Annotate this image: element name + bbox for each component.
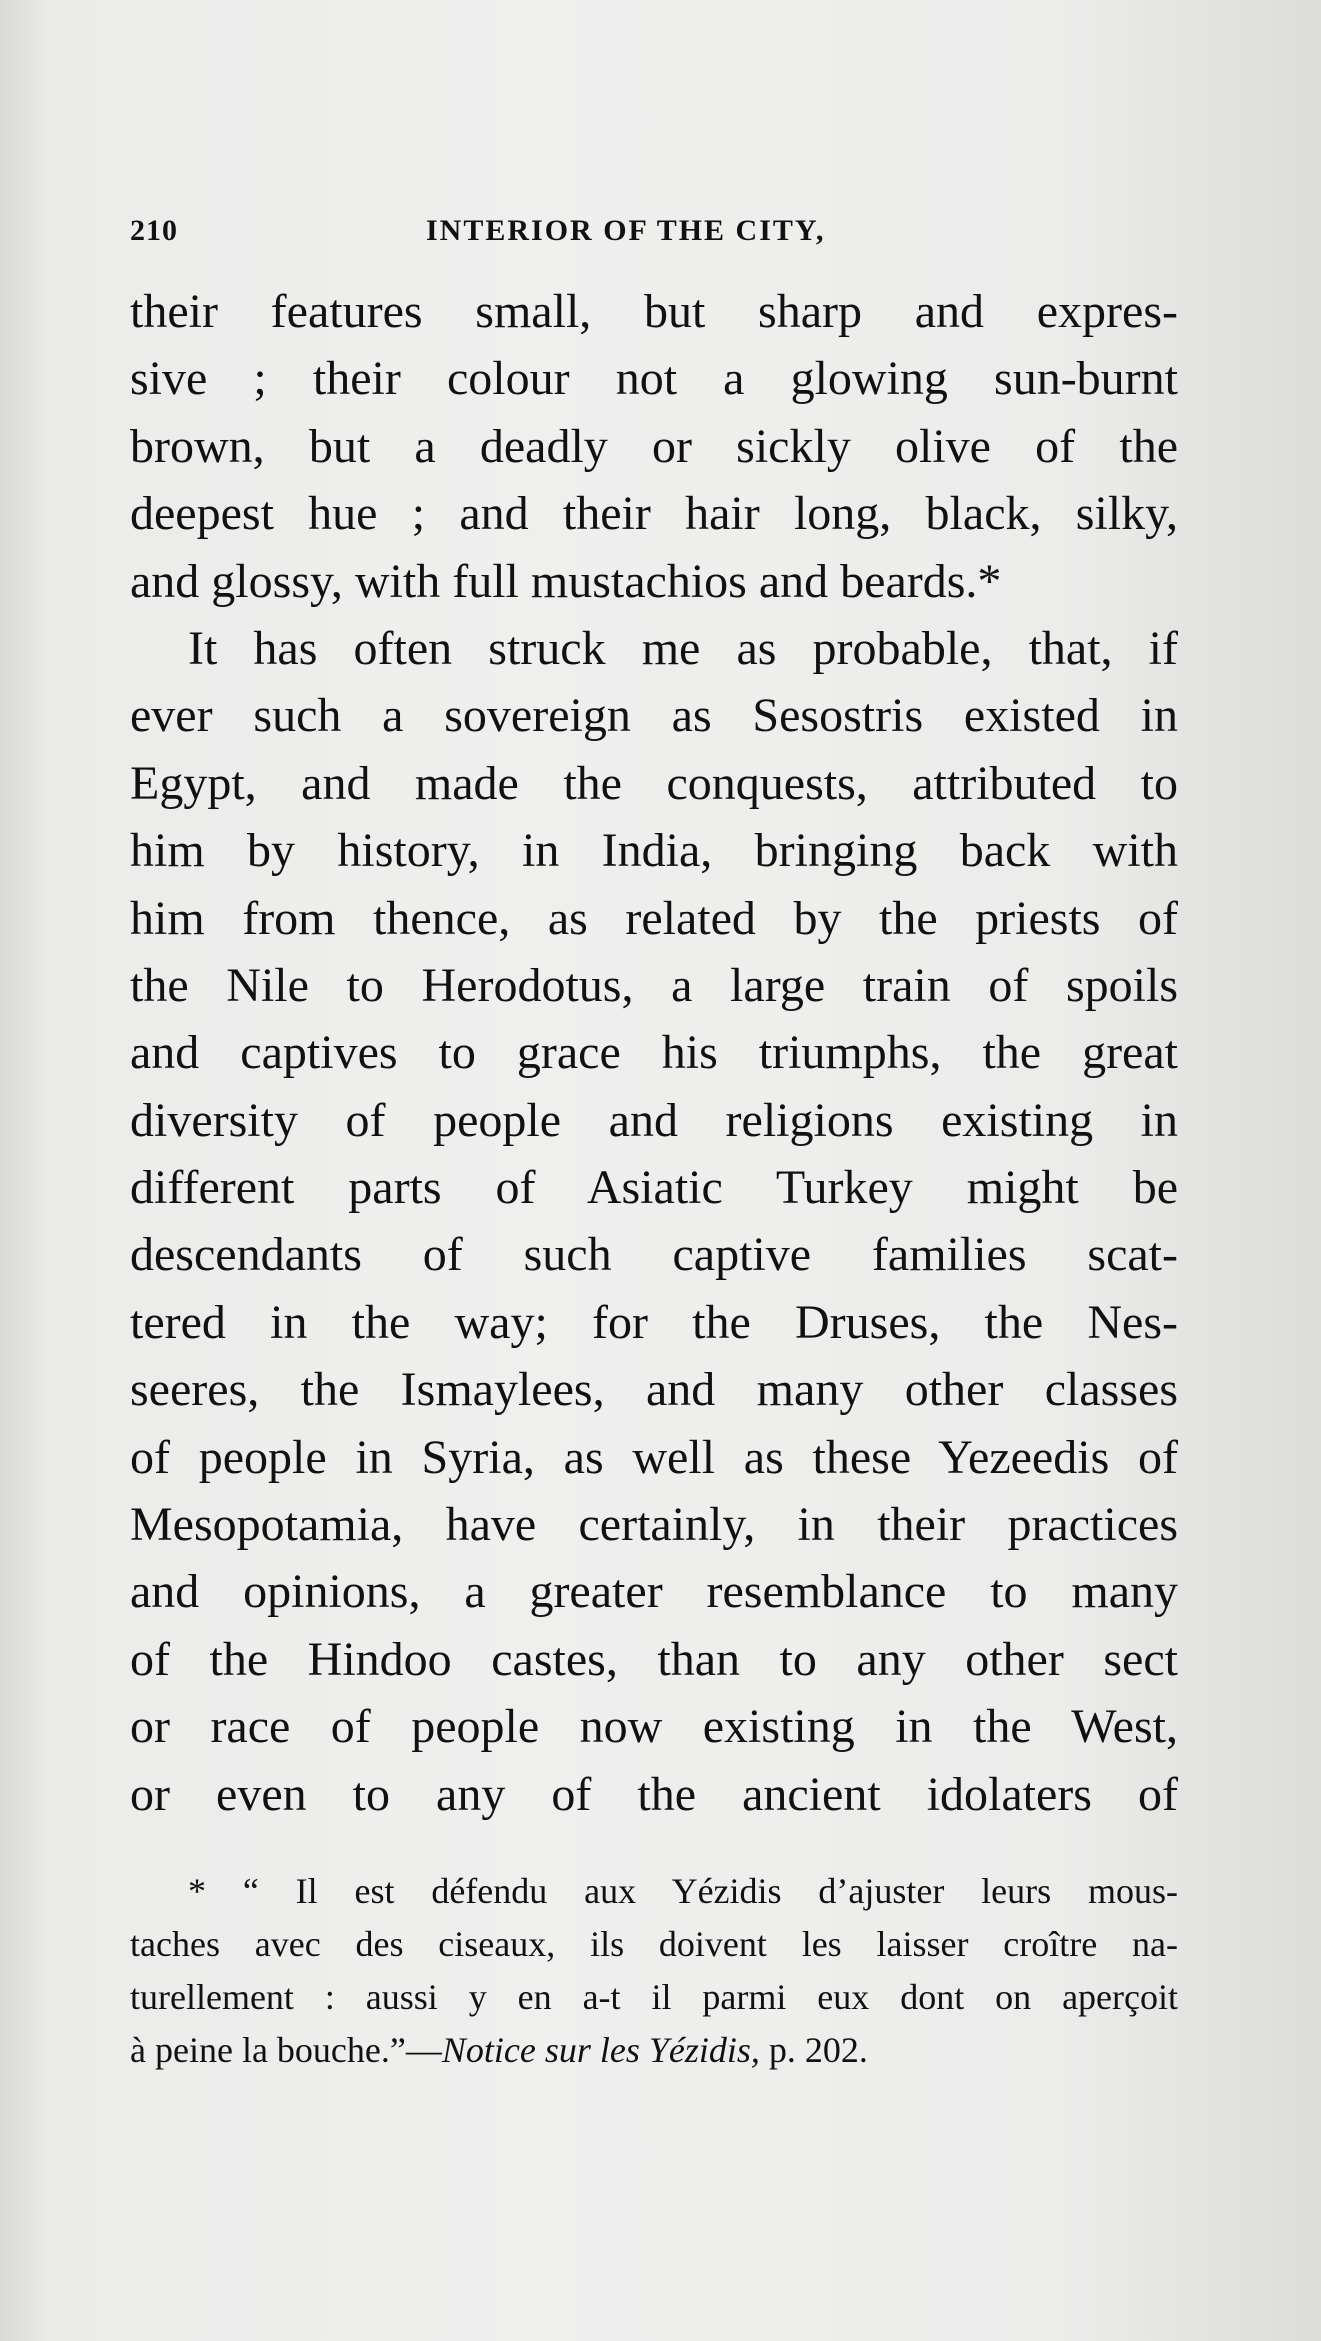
footnote-line-last: [130, 2024, 1178, 2077]
text-line: him by history, in India, bringing back with: [130, 824, 1178, 878]
text-line: and opinions, a greater resemblance to many: [130, 1565, 1178, 1619]
text-line: deepest hue ; and their hair long, black, silky,: [130, 487, 1178, 541]
body-text: [130, 278, 1178, 1828]
text-line: and glossy, with full mustachios and beards.*: [130, 554, 1002, 608]
text-line: brown, but a deadly or sickly olive of the: [130, 419, 1178, 473]
text-line: different parts of Asiatic Turkey might be: [130, 1161, 1178, 1215]
page-number: 210: [130, 214, 178, 247]
text-line: tered in the way; for the Druses, the Nes-: [130, 1295, 1178, 1349]
text-line: or even to any of the ancient idolaters of: [130, 1767, 1178, 1821]
text-line: Mesopotamia, have certainly, in their practices: [130, 1498, 1178, 1552]
text-line: the Nile to Herodotus, a large train of spoils: [130, 958, 1178, 1012]
footnote-line: turellement : aussi y en a-t il parmi eux dont on aperçoit: [130, 1977, 1178, 2017]
text-line: diversity of people and religions existing in: [130, 1093, 1178, 1147]
text-line: of the Hindoo castes, than to any other sect: [130, 1632, 1178, 1686]
text-line: sive ; their colour not a glowing sun-burnt: [130, 352, 1178, 406]
running-header: [130, 214, 1180, 258]
text-line: ever such a sovereign as Sesostris existed in: [130, 689, 1178, 743]
footnote-page-ref: p. 202.: [759, 2030, 868, 2070]
footnote-line: taches avec des ciseaux, ils doivent les laisser croître na-: [130, 1924, 1178, 1964]
running-title: INTERIOR OF THE CITY,: [426, 214, 826, 247]
text-line: descendants of such captive families scat-: [130, 1228, 1178, 1282]
text-line: of people in Syria, as well as these Yezeedis of: [130, 1430, 1178, 1484]
footnote-line: * “ Il est défendu aux Yézidis d’ajuster leurs mous-: [188, 1871, 1178, 1911]
text-line: him from thence, as related by the priests of: [130, 891, 1178, 945]
footnote-text: à peine la bouche.”—: [130, 2030, 442, 2070]
footnote: [130, 1865, 1178, 2077]
text-line: seeres, the Ismaylees, and many other classes: [130, 1363, 1178, 1417]
text-line: their features small, but sharp and expres-: [130, 285, 1178, 338]
text-line: Egypt, and made the conquests, attributed to: [130, 756, 1178, 810]
text-line: and captives to grace his triumphs, the great: [130, 1026, 1178, 1080]
text-line: It has often struck me as probable, that, if: [188, 621, 1178, 675]
footnote-citation: Notice sur les Yézidis,: [441, 2030, 760, 2070]
text-line: or race of people now existing in the West,: [130, 1700, 1178, 1754]
